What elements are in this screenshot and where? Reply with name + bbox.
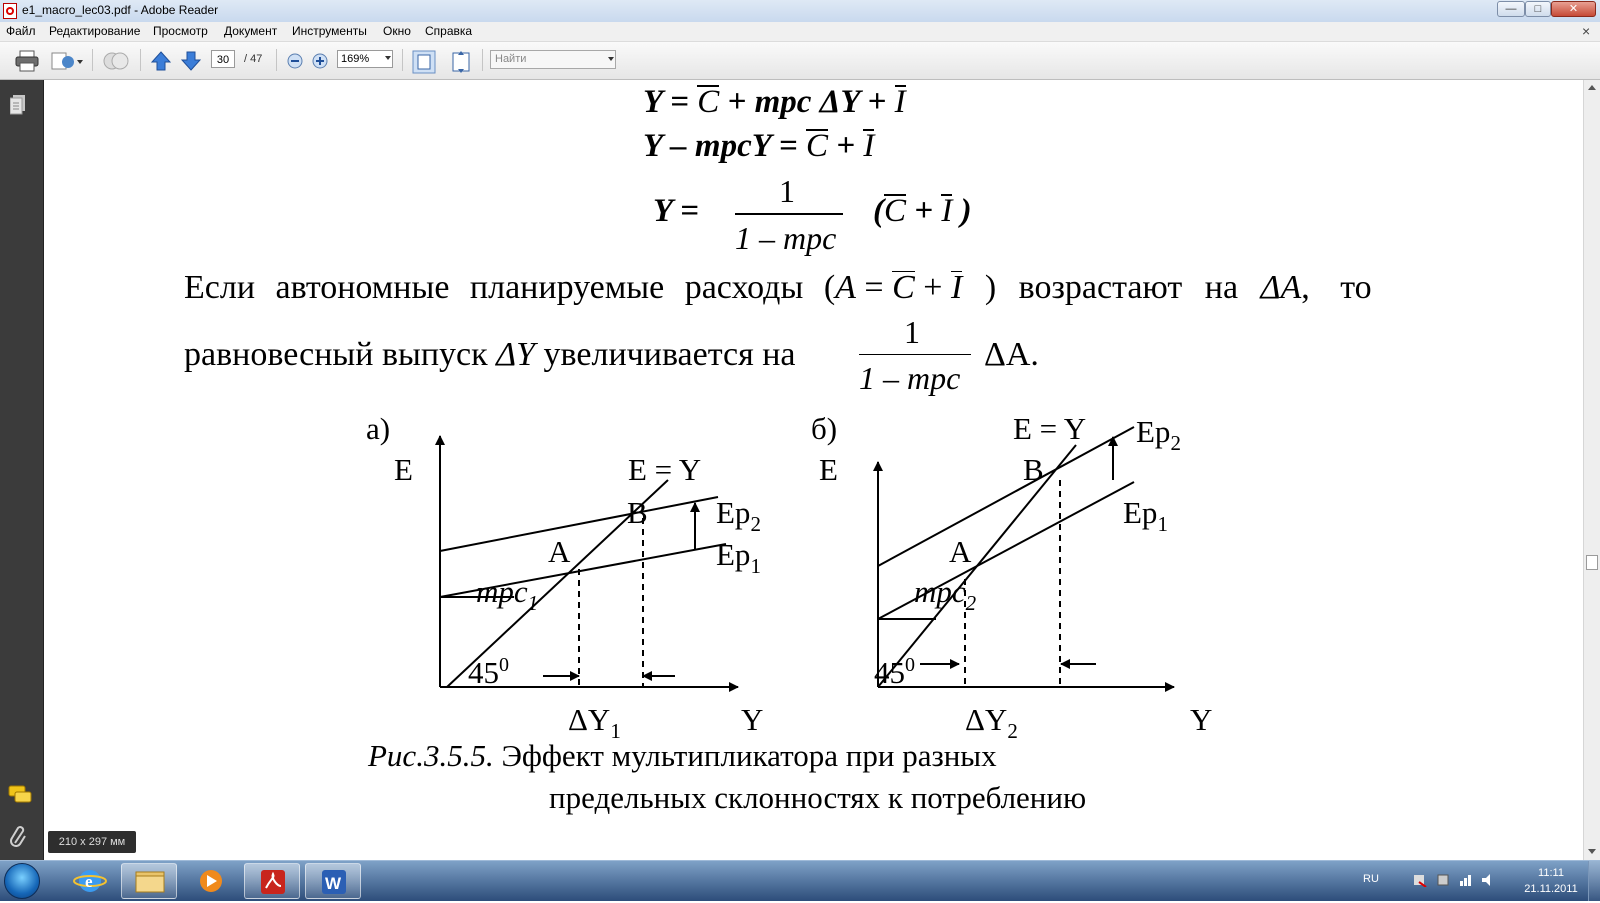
taskbar-media-player[interactable] — [183, 863, 239, 899]
svg-text:E: E — [394, 452, 413, 487]
svg-text:Y: Y — [741, 702, 764, 737]
show-desktop-button[interactable] — [1588, 861, 1600, 901]
collaborate-icon[interactable] — [102, 50, 130, 72]
taskbar-internet-explorer[interactable] — [62, 863, 118, 899]
paragraph-line-2: равновесный выпуск ΔY увеличивается на — [184, 336, 796, 373]
menu-tools[interactable]: Инструменты — [292, 24, 367, 38]
paperclip-icon[interactable] — [9, 825, 29, 849]
chevron-down-icon[interactable] — [385, 56, 391, 60]
zoom-out-icon[interactable] — [286, 50, 304, 72]
line-ep2-b — [878, 427, 1134, 566]
svg-text:Ep2: $Ep_2$ — [1136, 414, 1181, 455]
taskbar-explorer[interactable] — [121, 863, 177, 899]
fit-width-icon[interactable] — [449, 50, 473, 74]
start-button[interactable] — [4, 863, 40, 899]
svg-text:Ep1: $Ep_1$ — [716, 537, 761, 578]
pdf-icon — [3, 3, 17, 19]
page-total: / 47 — [244, 53, 263, 65]
svg-text:ΔY2: $\Delta Y_2$ — [965, 702, 1018, 743]
volume-icon[interactable] — [1481, 873, 1495, 887]
document-page: Y = C + mpc ΔY + I Y – mpcY = C + I Y = 1 1 – mpc (C + I ) Если автономные планируемые расходы (A = C + I ) возрастают на ΔA, то равновесный выпуск ΔY увеличивается на 1 1 – mpc ΔA. а) E Y E = Y $Ep_2$ $Ep_1$ A B mpc$_1$ $45^0$ $\Delta Y_1$ б) E Y E = Y $Ep_2$ $Ep_1$ A B mpc$_2$ $45^0$ $\Delta Y_2$ Рис.3.5.5. Эффект мультипликатора при разных предельных склонностях к потреблению — [44, 80, 1583, 860]
line-ep1-a — [440, 544, 726, 597]
navigation-panel — [0, 80, 44, 860]
arrow-down-icon[interactable] — [181, 50, 201, 72]
network-icon[interactable] — [1459, 873, 1473, 887]
svg-text:mpc1: mpc$_1$ — [476, 574, 539, 615]
folder-icon — [122, 864, 178, 900]
toolbar-separator — [482, 49, 483, 71]
chevron-down-icon[interactable] — [608, 57, 614, 61]
clock-time[interactable]: 11:11 — [1538, 867, 1564, 879]
svg-text:W: W — [325, 874, 342, 893]
menu-help[interactable]: Справка — [425, 24, 473, 38]
clock-date[interactable]: 21.11.2011 — [1524, 883, 1578, 895]
vertical-scrollbar[interactable] — [1583, 80, 1600, 860]
menu-edit[interactable]: Редактирование — [49, 24, 141, 38]
figure-caption-line-1: Рис.3.5.5. Эффект мультипликатора при разных — [368, 738, 997, 773]
svg-text:450: $45^0$ — [468, 654, 509, 690]
toolbar-separator — [276, 49, 277, 71]
menu-document[interactable]: Документ — [224, 24, 278, 38]
line-ep2-a — [440, 497, 718, 551]
language-indicator[interactable]: RU — [1363, 873, 1379, 885]
svg-text:Ep1: $Ep_1$ — [1123, 495, 1168, 536]
scroll-down-icon[interactable] — [1584, 843, 1600, 859]
figure-b — [811, 411, 1212, 743]
fit-page-icon[interactable] — [412, 50, 436, 74]
comments-icon[interactable] — [8, 785, 32, 805]
zoom-in-icon[interactable] — [311, 50, 329, 72]
svg-text:Y: Y — [1190, 702, 1213, 737]
internet-explorer-icon — [62, 863, 118, 899]
equation-2: Y – mpcY = C + I — [643, 128, 875, 164]
menu-view[interactable]: Просмотр — [153, 24, 208, 38]
figure-caption-line-2: предельных склонностях к потреблению — [549, 780, 1087, 815]
toolbar-separator — [140, 49, 141, 71]
svg-text:mpc2: mpc$_2$ — [914, 574, 977, 615]
taskbar-word[interactable] — [305, 863, 361, 899]
svg-text:450: $45^0$ — [874, 654, 915, 690]
line-ep1-b — [878, 482, 1134, 619]
svg-text:A: A — [949, 534, 972, 569]
equation-3-sum: (C + I ) — [873, 193, 972, 229]
svg-text:B: B — [627, 495, 648, 530]
svg-text:ΔY1: $\Delta Y_1$ — [568, 702, 621, 743]
word-icon — [306, 864, 362, 900]
search-input[interactable]: Найти — [490, 50, 616, 69]
paragraph-line-1: Если автономные планируемые расходы (A = C + I ) возрастают на ΔA, то — [184, 269, 1372, 306]
svg-text:а): а) — [366, 411, 391, 446]
maximize-button[interactable]: □ — [1525, 1, 1551, 17]
svg-text:E = Y: E = Y — [1013, 411, 1087, 446]
menu-bar — [0, 22, 1600, 42]
equation-1: Y = C + mpc ΔY + I — [643, 84, 906, 120]
close-button[interactable]: ✕ — [1551, 1, 1596, 17]
toolbar — [0, 42, 1600, 80]
share-icon[interactable] — [50, 50, 84, 72]
svg-text:Ep2: $Ep_2$ — [716, 495, 761, 536]
adobe-reader-icon — [245, 864, 301, 900]
zoom-select[interactable]: 169% — [337, 50, 393, 68]
page-number-input[interactable]: 30 — [211, 50, 235, 68]
arrow-up-icon[interactable] — [151, 50, 171, 72]
taskbar-adobe-reader[interactable] — [244, 863, 300, 899]
scroll-thumb[interactable] — [1586, 555, 1598, 570]
print-icon[interactable] — [14, 50, 40, 72]
page-size-indicator: 210 x 297 мм — [48, 831, 136, 853]
flag-icon[interactable] — [1413, 873, 1427, 887]
media-player-icon — [183, 863, 239, 899]
pages-icon[interactable] — [10, 95, 26, 115]
window-title: e1_macro_lec03.pdf - Adobe Reader — [22, 3, 219, 17]
svg-text:e: e — [85, 872, 93, 891]
svg-text:E = Y: E = Y — [628, 452, 702, 487]
close-document-button[interactable]: × — [1582, 23, 1591, 39]
svg-text:E: E — [819, 452, 838, 487]
device-icon[interactable] — [1436, 873, 1450, 887]
toolbar-separator — [402, 49, 403, 71]
title-bar — [0, 0, 1600, 23]
svg-text:A: A — [548, 534, 571, 569]
taskbar — [0, 860, 1600, 901]
svg-text:б): б) — [811, 411, 838, 446]
svg-text:B: B — [1023, 452, 1044, 487]
minimize-button[interactable]: — — [1497, 1, 1525, 17]
toolbar-separator — [92, 49, 93, 71]
scroll-up-icon[interactable] — [1584, 80, 1600, 96]
menu-window[interactable]: Окно — [383, 24, 411, 38]
menu-file[interactable]: Файл — [6, 24, 36, 38]
